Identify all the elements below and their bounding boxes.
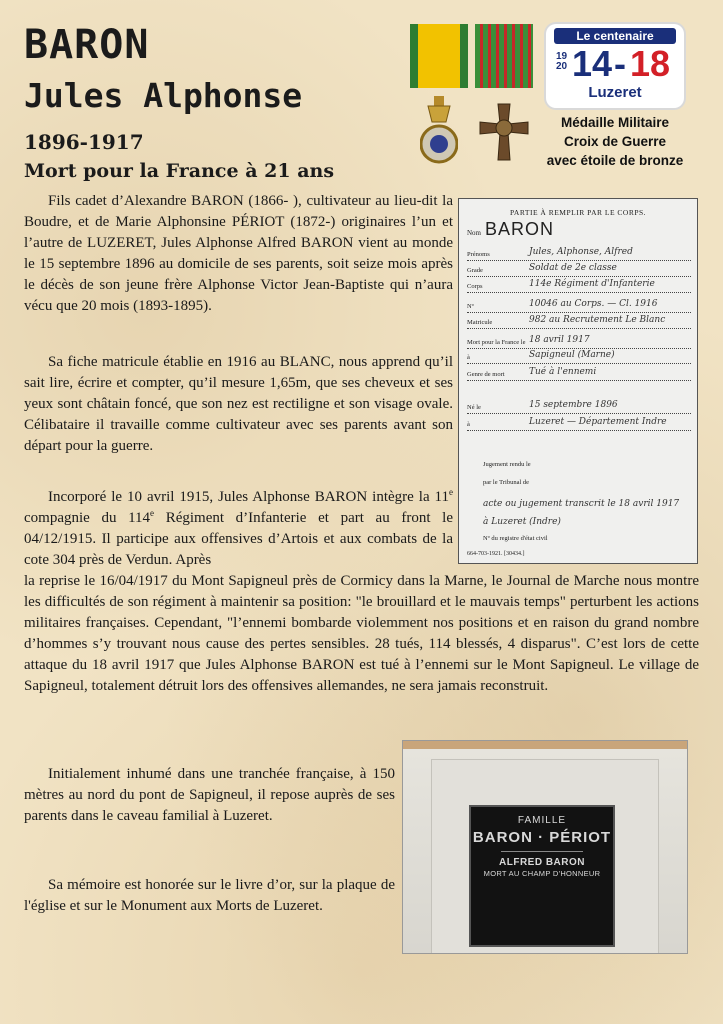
fiche-row-line [467,276,691,277]
first-names-title: Jules Alphonse [24,76,303,115]
fiche-heading: PARTIE À REMPLIR PAR LE CORPS. [509,208,647,217]
fiche-row-value: 10046 au Corps. — Cl. 1916 [529,299,658,309]
croix-de-guerre-icon [476,100,532,166]
fiche-row-line [467,348,691,349]
logo-dash: - [614,43,626,84]
fiche-row-value: Soldat de 2e classe [529,263,617,273]
fiche-row-line [467,328,691,329]
fiche-footer: 664-703-1921. [30434.] [467,551,525,557]
logo-start-year: 14 [572,43,613,84]
logo-place: Luzeret [588,84,642,101]
fiche-row-label: Genre de mort [467,371,505,378]
fiche-row-label: Matricule [467,319,493,326]
fiche-row-label: Nº [467,303,474,310]
paragraph-burial: Initialement inhumé dans une tranchée française, à 150 mètres au nord du pont de Sapigneul, il repose auprès de ses parents dans le caveau familial à Luzeret. [24,766,395,824]
medaille-militaire-icon [420,96,458,166]
fiche-nom: BARON [485,219,555,239]
plaque-rule [501,851,583,852]
logo-top-text: Le centenaire [554,28,676,44]
plaque-famille: FAMILLE [517,815,567,826]
fiche-jugement-line: Nº du registre d'état civil [483,535,548,542]
fiche-row-line [467,260,691,261]
fiche-row-value: Sapigneul (Marne) [529,350,615,360]
croix-de-guerre-ribbon-icon [475,24,533,88]
years-title: 1896-1917 [24,130,144,154]
fiche-row-value: 18 avril 1917 [529,335,590,345]
fiche-row-line [467,380,691,381]
fiche-jugement-line: acte ou jugement transcrit le 18 avril 1917 [483,499,680,509]
paragraph-fiche: Sa fiche matricule établie en 1916 au BLANC, nous apprend qu’il sait lire, écrire et compter, qu’il mesure 1,65m, que ses cheveux et ses yeux sont châtain foncé, que son nez est rectiligne et son visage ovale. Célibataire il travaille comme cultivateur avec ses parents avant son départ pour la guerre. [24,354,453,454]
family-plaque [471,807,613,945]
fiche-row-value: 114e Régiment d'Infanterie [529,279,655,289]
fiche-row-line [467,413,691,414]
paragraph-incorporation: Incorporé le 10 avril 1915, Jules Alphonse BARON intègre la 11e compagnie du 114e Régiment d’Infanterie et part au front le 04/12/1915. Il participe aux offensives d’Artois et aux combats de la cote 304 près de Verdun. Après [24,487,453,568]
fiche-row-value: Jules, Alphonse, Alfred [529,247,633,257]
death-line: Mort pour la France à 21 ans [24,160,335,182]
fiche-row-value: Luzeret — Département Indre [529,417,667,427]
paragraph-memory: Sa mémoire est honorée sur le livre d’or, sur la plaque de l'église et sur le Monument aux Morts de Luzeret. [24,877,395,914]
fiche-row-label: Mort pour la France le [467,339,526,346]
logo-end-year: 18 [630,43,671,84]
fiche-jugement-line: Jugement rendu le [483,461,531,468]
centenaire-logo [546,24,684,108]
fiche-row-label: Corps [467,283,483,290]
paragraph-sapigneul: la reprise le 16/04/1917 du Mont Sapigneul près de Cormicy dans la Marne, le Journal de Marche nous montre les difficultés de son régiment à maintenir sa position: "le brouillard et le mauvais temps" perturbent les actions militaires françaises. Cependant, "l’ennemi bombarde violemment nos positions et en raison du grand nombre d’hommes s’y trouvant nous cause des pertes sensibles. 28 tués, 114 blessés, 4 disparus". C’est lors de cette attaque du 18 avril 1917 que Jules Alphonse BARON est tué à l’ennemi sur le Mont Sapigneul. Le village de Sapigneul, totalement détruit lors des offensives allemandes, ne sera jamais reconstruit. [24,573,699,694]
fiche-jugement-line: par le Tribunal de [483,479,530,486]
paragraph-birth: Fils cadet d’Alexandre BARON (1866- ), cultivateur au lieu-dit la Boudre, et de Marie Alphonsine PÉRIOT (1872-) originaires l’un et l’autre de LUZERET, Jules Alphonse Alfred BARON vient au monde le 15 septembre 1896 au domicile de ses parents, soit seize mois après le décès de son jeune frère Alphonse Victor Jean-Baptiste qui n’aura vécu que 20 mois (1893-1895). [24,193,453,314]
fiche-row-value: 15 septembre 1896 [529,400,618,410]
logo-small-years: 19 20 [556,51,568,72]
plaque-mort: MORT AU CHAMP D'HONNEUR [483,869,601,878]
fiche-row-label: Né le [467,404,481,411]
fiche-row-line [467,312,691,313]
fiche-row-value: 982 au Recrutement Le Blanc [529,315,666,325]
fiche-row-label: Grade [467,267,483,274]
plaque-alfred: ALFRED BARON [499,857,585,868]
family-plaque-photo [402,740,688,954]
fiche-row-line [467,292,691,293]
fiche-row-label: à [467,354,470,361]
fiche-row-label: Prénoms [467,251,490,258]
fiche-nom-label: Nom [467,229,481,237]
fiche-row-label: à [467,421,470,428]
plaque-names: BARON · PÉRIOT [472,829,612,846]
fiche-row-value: Tué à l'ennemi [529,367,597,377]
fiche-mort-pour-la-france [458,198,698,564]
surname-title: BARON [24,22,150,68]
fiche-row-line [467,363,691,364]
fiche-row-line [467,430,691,431]
fiche-jugement-line: à Luzeret (Indre) [483,517,561,527]
medaille-militaire-ribbon-icon [410,24,468,88]
medal-caption: Médaille Militaire Croix de Guerre avec étoile de bronze [546,115,684,168]
